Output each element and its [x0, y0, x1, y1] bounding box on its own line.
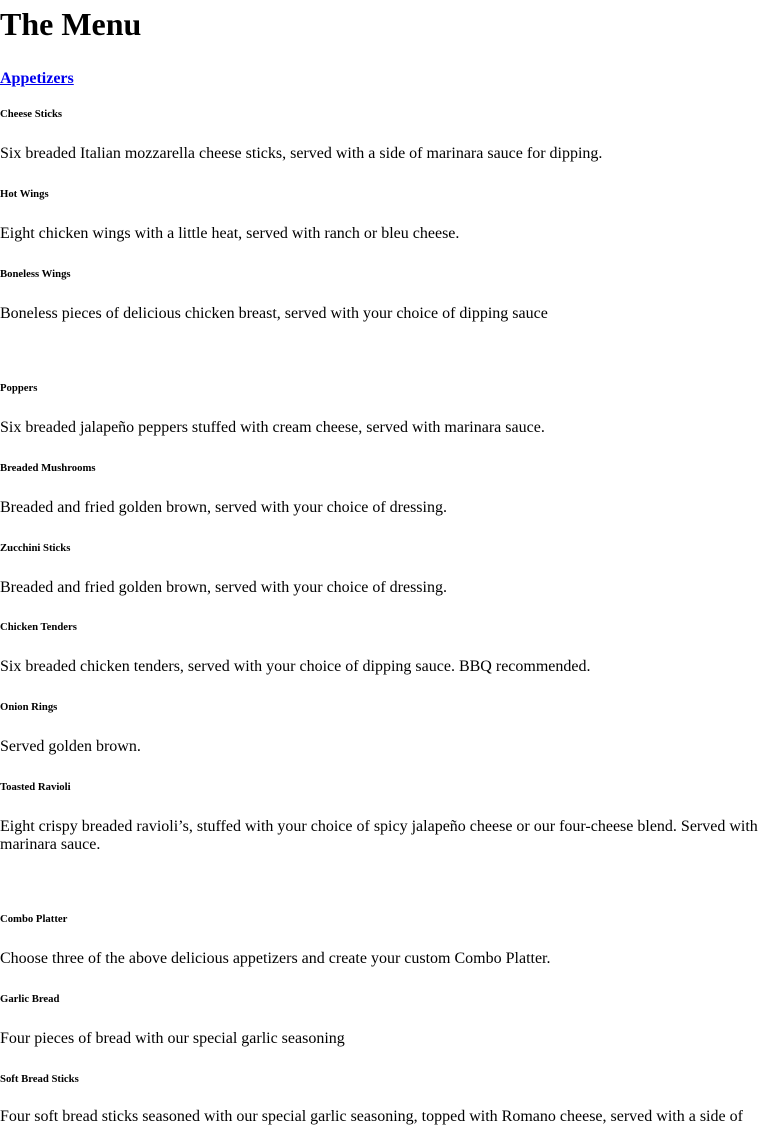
- item-description-text: Eight crispy breaded ravioli’s, stuffed with your choice of spicy jalapeño cheese or our four-cheese blend. Served with marinara sauce.: [0, 818, 758, 853]
- item-name: Soft Bread Sticks: [0, 1073, 79, 1085]
- menu-item: [0, 268, 71, 281]
- item-description: [0, 225, 769, 243]
- item-name: Chicken Tenders: [0, 621, 77, 633]
- menu-item: [0, 913, 67, 926]
- menu-item: [0, 993, 59, 1006]
- menu-item: [0, 188, 49, 201]
- item-name: Boneless Wings: [0, 268, 71, 280]
- item-description-text: Breaded and fried golden brown, served with your choice of dressing.: [0, 579, 447, 596]
- item-name: Zucchini Sticks: [0, 542, 71, 554]
- menu-item: [0, 781, 71, 794]
- menu-item: [0, 621, 77, 634]
- item-description: [0, 499, 769, 517]
- item-description-text: Choose three of the above delicious appetizers and create your custom Combo Platter.: [0, 950, 551, 967]
- item-name: Breaded Mushrooms: [0, 462, 96, 474]
- item-description: [0, 1030, 769, 1048]
- item-name: Garlic Bread: [0, 993, 60, 1005]
- menu-item: [0, 382, 37, 395]
- item-description-text: Boneless pieces of delicious chicken breast, served with your choice of dipping sauce: [0, 305, 548, 322]
- item-description: [0, 818, 769, 854]
- section-title-appetizers: [0, 70, 769, 88]
- item-description: [0, 579, 769, 597]
- menu-item: [0, 462, 96, 475]
- menu-item: [0, 701, 57, 714]
- item-description-text: Eight chicken wings with a little heat, served with ranch or bleu cheese.: [0, 225, 460, 242]
- item-name: Onion Rings: [0, 701, 58, 713]
- menu-item: [0, 542, 70, 555]
- item-description: [0, 145, 769, 163]
- item-description-text: Four soft bread sticks seasoned with our special garlic seasoning, topped with Romano cheese, served with a side of: [0, 1108, 743, 1125]
- item-description: [0, 738, 769, 756]
- item-name: Hot Wings: [0, 188, 49, 200]
- item-name: Poppers: [0, 382, 38, 394]
- appetizers-link[interactable]: Appetizers: [0, 70, 74, 87]
- item-description: [0, 419, 769, 437]
- item-name: Toasted Ravioli: [0, 781, 71, 793]
- item-description: [0, 950, 769, 968]
- item-description-text: Served golden brown.: [0, 738, 141, 755]
- item-description-text: Four pieces of bread with our special garlic seasoning: [0, 1030, 345, 1047]
- menu-item: [0, 108, 62, 121]
- page-title: The Menu: [0, 6, 142, 42]
- item-description-text: Six breaded jalapeño peppers stuffed with cream cheese, served with marinara sauce.: [0, 419, 545, 436]
- item-description-text: Six breaded chicken tenders, served with your choice of dipping sauce. BBQ recommended.: [0, 658, 591, 675]
- item-description: [0, 305, 769, 323]
- menu-item: [0, 1073, 79, 1086]
- item-name: Cheese Sticks: [0, 108, 63, 120]
- item-name: Combo Platter: [0, 913, 68, 925]
- item-description: [0, 658, 769, 676]
- item-description: [0, 1108, 769, 1126]
- item-description-text: Breaded and fried golden brown, served with your choice of dressing.: [0, 499, 447, 516]
- item-description-text: Six breaded Italian mozzarella cheese sticks, served with a side of marinara sauce for dipping.: [0, 145, 603, 162]
